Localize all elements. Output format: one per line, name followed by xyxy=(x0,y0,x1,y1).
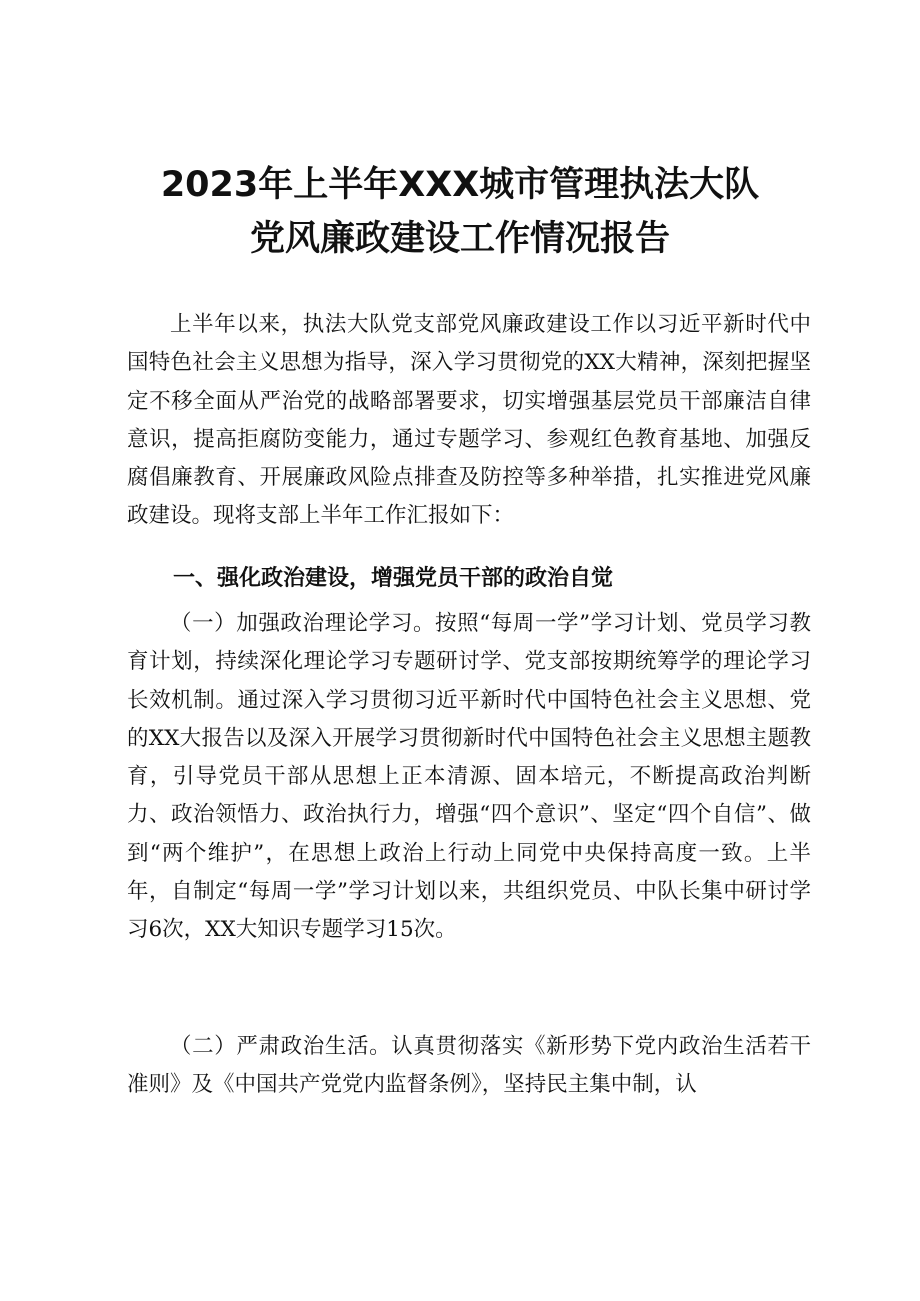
section-2-paragraph: （二）严肃政治生活。认真贯彻落实《新形势下党内政治生活若干准则》及《中国共产党党内监督条例》，坚持民主集中制，认 xyxy=(127,1034,811,1098)
intro-paragraph: 上半年以来，执法大队党支部党风廉政建设工作以习近平新时代中国特色社会主义思想为指导，深入学习贯彻党的XX大精神，深刻把握坚定不移全面从严治党的战略部署要求，切实增强基层党员干部廉洁自律意识，提高拒腐防变能力，通过专题学习、参观红色教育基地、加强反腐倡廉教育、开展廉政风险点排查及防控等多种举措，扎实推进党风廉政建设。现将支部上半年工作汇报如下： xyxy=(127,312,811,529)
section-heading-1: 一、强化政治建设，增强党员干部的政治自觉 xyxy=(173,566,614,591)
document-title-line-1: 2023年上半年XXX城市管理执法大队 xyxy=(160,165,760,205)
section-1-paragraph: （一）加强政治理论学习。按照“每周一学”学习计划、党员学习教育计划，持续深化理论学习专题研讨学、党支部按期统筹学的理论学习长效机制。通过深入学习贯彻习近平新时代中国特色社会主义思想、党的XX大报告以及深入开展学习贯彻新时代中国特色社会主义思想主题教育，引导党员干部从思想上正本清源、固本培元，不断提高政治判断力、政治领悟力、政治执行力，增强“四个意识”、坚定“四个自信”、做到“两个维护”，在思想上政治上行动上同党中央保持高度一致。上半年，自制定“每周一学”学习计划以来，共组织党员、中队长集中研讨学习6次，XX大知识专题学习15次。 xyxy=(127,611,811,943)
document-title-line-2: 党风廉政建设工作情况报告 xyxy=(249,219,670,259)
